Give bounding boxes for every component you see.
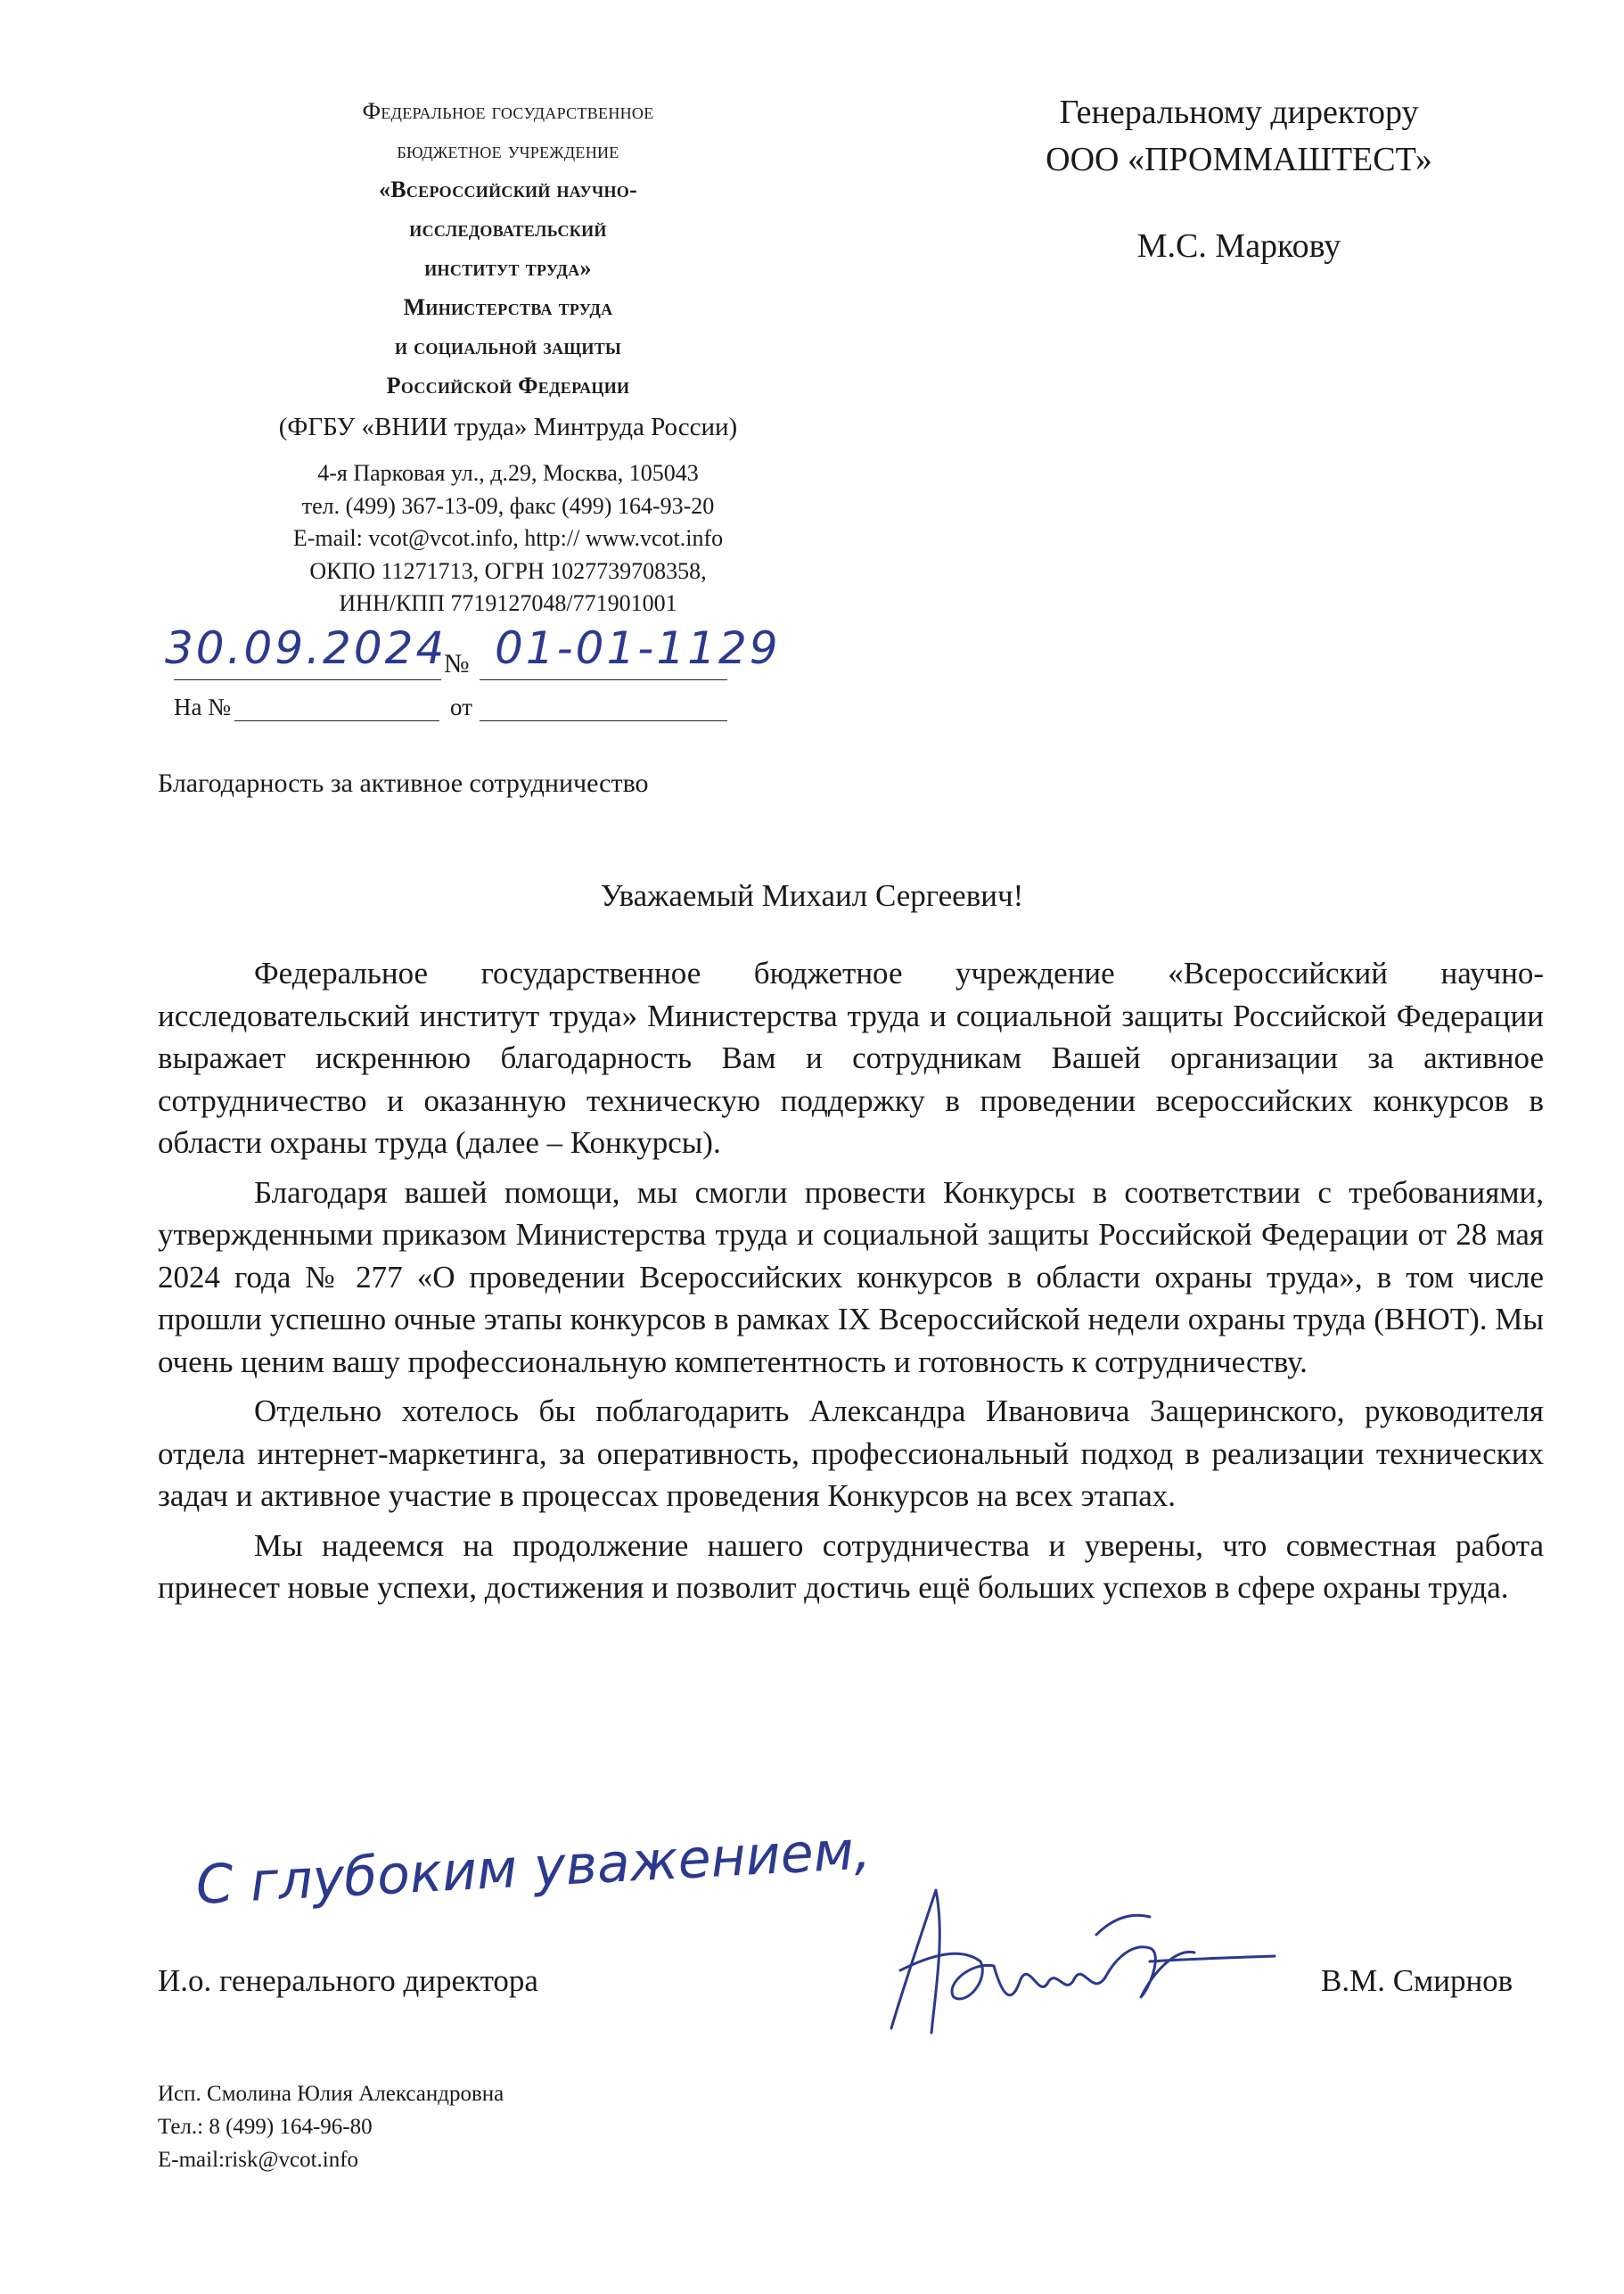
reply-date-line — [480, 720, 727, 721]
org-email: E-mail: vcot@vcot.info, http:// www.vcot.info — [292, 525, 724, 551]
org-phone: тел. (499) 367-13-09, факс (499) 164-93-20 — [301, 492, 715, 519]
org-inn: ИНН/КПП 7719127048/771901001 — [339, 590, 677, 616]
reply-number-label: На № — [174, 694, 231, 720]
executor-phone: Тел.: 8 (499) 164-96-80 — [158, 2115, 373, 2139]
registration-date: 30.09.2024 — [165, 622, 447, 674]
body-paragraph: Мы надеемся на продолжение нашего сотрудничества и уверены, что совместная работа принесет новые успехи, достижения и позволит достичь ещё больших успехов в сфере охраны труда. — [158, 1527, 1544, 1605]
org-contacts — [205, 457, 811, 621]
number-sign: № — [444, 649, 470, 678]
body-paragraph: Отдельно хотелось бы поблагодарить Александра Ивановича Защеринского, руководителя отдела интернет-маркетинга, за оперативность, профессиональный подход в реализации технических задач и активное участие в процессах проведения Конкурсов на всех этапах. — [158, 1394, 1544, 1513]
org-line: «Всероссийский научно- — [378, 177, 638, 202]
executor-block — [158, 2077, 504, 2176]
handwritten-closing: С глубоким уважением, — [194, 1819, 873, 1917]
letter-body — [158, 952, 1544, 1616]
body-paragraph: Федеральное государственное бюджетное учреждение «Всероссийский научно-исследовательский институт труда» Министерства труда и социальной защиты Российской Федерации выражает искреннюю благодарность Вам и сотрудникам Вашей организации за активное сотрудничество и оказанную техническую поддержку в проведении всероссийских конкурсов в области охраны труда (далее – Конкурсы). — [158, 956, 1544, 1160]
org-line: Российской Федерации — [386, 373, 630, 399]
registration-number: 01-01-1129 — [495, 622, 781, 674]
executor-name: Исп. Смолина Юлия Александровна — [158, 2082, 504, 2106]
org-line: институт труда» — [424, 255, 592, 281]
addressee-name: М.С. Маркову — [1136, 227, 1341, 265]
body-paragraph: Благодаря вашей помощи, мы смогли провести Конкурсы в соответствии с требованиями, утвержденными приказом Министерства труда и социальной защиты Российской Федерации от 28 мая 2024 года № 277 «О проведении Всероссийских конкурсов в области охраны труда», в том числе прошли успешно очные этапы конкурсов в рамках IX Всероссийской недели охраны труда (ВНОТ). Мы очень ценим вашу профессиональную компетентность и готовность к сотрудничеству. — [158, 1174, 1544, 1379]
salutation: Уважаемый Михаил Сергеевич! — [600, 878, 1024, 913]
addressee-company: ООО «ПРОММАШТЕСТ» — [1046, 141, 1432, 178]
handwritten-signature — [882, 1863, 1292, 2042]
org-line: бюджетное учреждение — [397, 137, 619, 163]
org-address: 4-я Парковая ул., д.29, Москва, 105043 — [317, 460, 699, 486]
org-line: Федеральное государственное — [362, 98, 654, 124]
org-okpo: ОКПО 11271713, ОГРН 1027739708358, — [309, 557, 707, 584]
organization-letterhead — [205, 92, 811, 621]
addressee-block — [945, 89, 1533, 270]
org-line: и социальной защиты — [395, 333, 621, 359]
org-abbreviation: (ФГБУ «ВНИИ труда» Минтруда России) — [278, 413, 738, 441]
addressee-position: Генеральному директору — [1059, 94, 1419, 131]
reply-date-label: от — [450, 694, 472, 720]
org-line: исследовательский — [409, 216, 607, 242]
date-underline — [174, 679, 441, 680]
signatory-position: И.о. генерального директора — [158, 1963, 538, 1998]
org-line: Министерства труда — [403, 294, 613, 320]
signatory-name: В.М. Смирнов — [1321, 1963, 1513, 1998]
executor-email: E-mail:risk@vcot.info — [158, 2148, 359, 2172]
number-underline — [480, 679, 727, 680]
letter-subject: Благодарность за активное сотрудничество — [158, 769, 649, 798]
reply-number-line — [234, 720, 439, 721]
